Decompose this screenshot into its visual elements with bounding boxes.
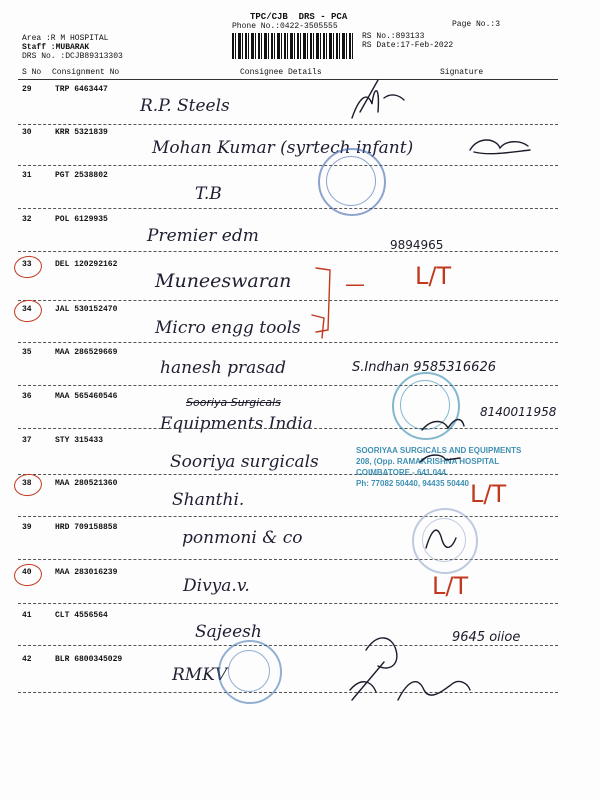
- row-consignment: CLT 4556564: [55, 611, 108, 620]
- row-sno: 38: [22, 479, 32, 488]
- signature-42b: [350, 662, 384, 700]
- row-consignee: Mohan Kumar (syrtech infant): [152, 138, 414, 158]
- dash-mark: —: [345, 272, 365, 296]
- row-consignment: POL 6129935: [55, 215, 108, 224]
- row-consignee: T.B: [195, 184, 222, 204]
- row-sno: 42: [22, 655, 32, 664]
- row-consignee: Shanthi.: [172, 490, 245, 510]
- row-sno: 30: [22, 128, 32, 137]
- phone-annotation: 9894965: [390, 238, 444, 252]
- col-sno: S No: [22, 68, 42, 77]
- phone-annotation: S.Indhan 9585316626: [352, 360, 496, 375]
- signature-29: [352, 80, 404, 118]
- row-sno: 29: [22, 85, 32, 94]
- col-consignee: Consignee Details: [240, 68, 322, 77]
- lt-mark: L/T: [415, 262, 452, 290]
- bracket-mark: [312, 315, 324, 338]
- col-consignment: Consignment No: [52, 68, 120, 77]
- row-sno: 41: [22, 611, 32, 620]
- row-consignment: PGT 2538802: [55, 171, 108, 180]
- rs-date: RS Date:17-Feb-2022: [362, 41, 454, 50]
- signature-39: [426, 530, 456, 548]
- row-consignee: hanesh prasad: [160, 358, 287, 378]
- row-consignment: MAA 565460546: [55, 392, 118, 401]
- staff-field: Staff :MUBARAK: [22, 43, 90, 52]
- row-sno: 39: [22, 523, 32, 532]
- row-sno: 37: [22, 436, 32, 445]
- row-sno: 35: [22, 348, 32, 357]
- row-sno: 32: [22, 215, 32, 224]
- signature-42: [398, 682, 470, 700]
- col-signature: Signature: [440, 68, 484, 77]
- phone-annotation: 9645 oiioe: [452, 630, 521, 645]
- signature-37: [420, 455, 460, 462]
- row-sno: 40: [22, 568, 32, 577]
- row-consignee: Premier edm: [147, 226, 259, 246]
- row-consignment: KRR 5321839: [55, 128, 108, 137]
- row-consignee: Micro engg tools: [155, 318, 301, 338]
- row-consignee: Equipments India: [160, 414, 313, 434]
- surgicals-stamp: SOORIYAA SURGICALS AND EQUIPMENTS 208, (Opp. RAMAKRISHNA HOSPITAL COIMBATORE - 641 044. Ph: 77082 50440, 94435 50440: [356, 446, 522, 488]
- row-consignee: Sajeesh: [195, 622, 262, 642]
- row-consignment: STY 315433: [55, 436, 104, 445]
- signature-30: [470, 140, 530, 154]
- row-consignee: RMKV: [172, 665, 228, 685]
- row-sno: 34: [22, 305, 32, 314]
- row-consignment: MAA 286529669: [55, 348, 118, 357]
- phone-number: Phone No.:0422-3505555: [232, 22, 338, 31]
- phone-annotation: 8140011958: [480, 405, 557, 419]
- row-consignment: BLR 6800345029: [55, 655, 123, 664]
- row-consignee: Sooriya surgicals: [170, 452, 319, 472]
- lt-mark: L/T: [432, 572, 469, 600]
- page-number: Page No.:3: [452, 20, 501, 29]
- rs-number: RS No.:893133: [362, 32, 425, 41]
- sheet-title: TPC/CJB DRS - PCA: [250, 12, 348, 22]
- area-field: Area :R M HOSPITAL: [22, 34, 109, 43]
- row-sno: 36: [22, 392, 32, 401]
- signature-36: [422, 420, 464, 431]
- row-consignment: JAL 530152470: [55, 305, 118, 314]
- lt-mark: L/T: [470, 480, 507, 508]
- row-consignee: Muneeswaran: [155, 270, 292, 292]
- drs-number: DRS No. :DCJB89313303: [22, 52, 123, 61]
- row-consignment: TRP 6463447: [55, 85, 108, 94]
- row-sno: 31: [22, 171, 32, 180]
- signature-41: [366, 638, 397, 668]
- row-sno: 33: [22, 260, 32, 269]
- row-consignee: ponmoni & co: [182, 528, 303, 548]
- row-consignment: DEL 120292162: [55, 260, 118, 269]
- struck-text: Sooriya Surgicals: [186, 396, 281, 409]
- row-consignee: R.P. Steels: [140, 96, 230, 116]
- row-consignment: MAA 283016239: [55, 568, 118, 577]
- row-consignee: Divya.v.: [183, 576, 250, 596]
- row-consignment: HRD 709158858: [55, 523, 118, 532]
- row-consignment: MAA 280521360: [55, 479, 118, 488]
